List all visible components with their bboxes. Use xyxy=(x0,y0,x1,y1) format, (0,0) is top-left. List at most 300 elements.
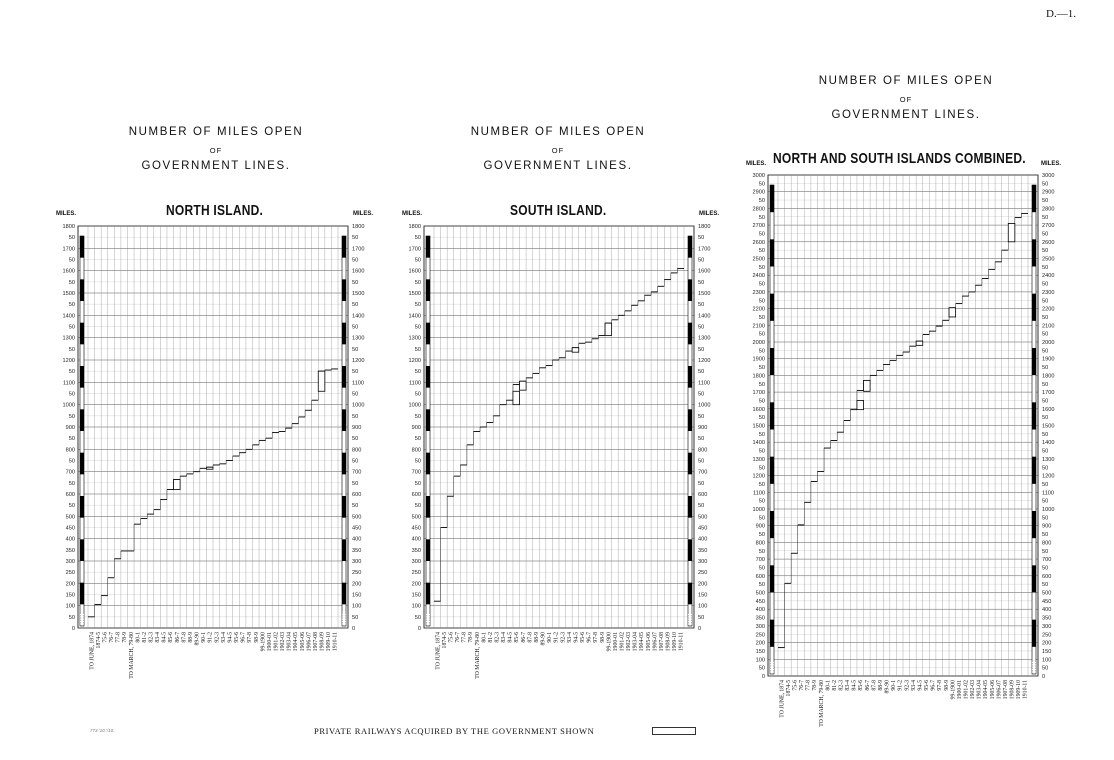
x-tick-label: 98-9 xyxy=(253,632,260,643)
x-tick-label: 97-8 xyxy=(937,680,944,691)
y-tick-label-left: 50 xyxy=(758,448,765,455)
y-tick-label-right: 800 xyxy=(352,447,362,454)
acquired-box xyxy=(857,400,864,409)
y-tick-label-left: 150 xyxy=(755,648,765,655)
scale-block xyxy=(426,496,430,518)
y-tick-label-left: 50 xyxy=(758,665,765,672)
scale-block xyxy=(426,366,430,388)
y-tick-label-left: 50 xyxy=(68,235,75,242)
printer-note: 773.'10.’/10. xyxy=(90,728,115,733)
y-tick-label-right: 50 xyxy=(1042,582,1049,589)
y-tick-label-left: 50 xyxy=(68,257,75,264)
y-tick-label-left: 1500 xyxy=(408,291,421,297)
acquired-box xyxy=(520,381,527,390)
x-tick-label: 1906-07 xyxy=(996,680,1003,700)
y-tick-label-right: 1400 xyxy=(352,313,365,320)
scale-block xyxy=(1032,348,1036,375)
y-tick-label-left: 50 xyxy=(758,548,765,555)
y-tick-label-right: 50 xyxy=(698,302,705,309)
y-tick-label-right: 2400 xyxy=(1042,273,1055,280)
y-tick-label-left: 50 xyxy=(758,565,765,572)
y-tick-label-left: 50 xyxy=(758,532,765,539)
x-tick-label: 77-8 xyxy=(805,680,812,691)
y-tick-label-right: 450 xyxy=(698,525,708,532)
y-tick-label-right: 50 xyxy=(1042,214,1049,221)
x-tick-label: 1904-05 xyxy=(639,632,646,652)
y-tick-label-left: 200 xyxy=(755,640,765,647)
x-tick-label: 1907-08 xyxy=(1002,679,1009,700)
y-tick-label-left: 50 xyxy=(758,331,765,338)
x-tick-label: 1907-08 xyxy=(312,632,319,652)
x-tick-label: 98-9 xyxy=(943,680,950,691)
x-tick-label: 75-6 xyxy=(102,632,109,643)
y-tick-label-right: 50 xyxy=(1042,281,1049,288)
x-tick-label: 1900-01 xyxy=(956,680,963,700)
scale-block xyxy=(688,366,692,388)
y-tick-label-left: 500 xyxy=(65,514,75,521)
y-tick-label-right: 50 xyxy=(1042,448,1049,455)
y-tick-label-right: 700 xyxy=(1042,557,1052,564)
y-tick-label-right: 50 xyxy=(698,480,705,487)
scale-block xyxy=(342,453,346,475)
x-tick-label: 99-1900 xyxy=(950,680,957,700)
x-tick-label: 1901-02 xyxy=(273,632,280,652)
y-tick-label-right: 800 xyxy=(1042,540,1052,547)
y-tick-label-right: 250 xyxy=(1042,632,1052,639)
y-tick-label-right: 1600 xyxy=(1042,406,1055,413)
x-tick-label: 75-6 xyxy=(448,632,455,643)
y-tick-label-left: 350 xyxy=(411,547,421,554)
y-tick-label-right: 600 xyxy=(1042,573,1052,580)
y-tick-label-right: 900 xyxy=(352,425,362,431)
y-tick-label-right: 200 xyxy=(1042,640,1052,647)
y-tick-label-right: 500 xyxy=(1042,590,1052,597)
y-tick-label-left: 50 xyxy=(68,480,75,487)
y-tick-label-left: 50 xyxy=(414,614,421,621)
scale-block xyxy=(426,453,430,475)
y-tick-label-right: 250 xyxy=(698,570,708,577)
y-tick-label-right: 50 xyxy=(1042,532,1049,539)
x-tick-label: 86-7 xyxy=(520,632,527,643)
x-tick-label: 81-2 xyxy=(141,632,148,643)
y-tick-label-right: 500 xyxy=(698,514,708,521)
y-tick-label-right: 150 xyxy=(1042,648,1052,655)
y-tick-label-right: 50 xyxy=(698,391,705,398)
y-tick-label-right: 50 xyxy=(1042,498,1049,505)
scale-block xyxy=(426,539,430,561)
y-tick-label-right: 50 xyxy=(352,480,359,487)
y-tick-label-left: 100 xyxy=(755,657,765,664)
y-tick-label-right: 2800 xyxy=(1042,206,1055,213)
y-tick-label-right: 50 xyxy=(352,346,359,353)
x-tick-label: 85-6 xyxy=(858,680,865,691)
scale-block xyxy=(342,323,346,345)
y-tick-label-right: 50 xyxy=(1042,198,1049,205)
x-tick-label: TO JUNE, 1874 xyxy=(779,680,786,718)
y-tick-label-left: 2100 xyxy=(752,323,765,330)
y-tick-label-right: 50 xyxy=(698,413,705,420)
y-tick-label-right: 50 xyxy=(1042,415,1049,422)
y-tick-label-right: 400 xyxy=(698,536,708,543)
scale-block xyxy=(770,511,774,538)
y-tick-label-left: 1300 xyxy=(408,335,421,342)
x-tick-label: 88-9 xyxy=(187,632,194,643)
x-tick-label: 1903-04 xyxy=(632,632,639,652)
y-tick-label-left: 450 xyxy=(755,598,765,605)
y-tick-label-left: 50 xyxy=(414,503,421,510)
y-tick-label-left: 150 xyxy=(65,592,75,599)
x-tick-label: 92-3 xyxy=(560,632,567,643)
y-tick-label-right: 50 xyxy=(352,458,359,465)
y-tick-label-right: 50 xyxy=(698,346,705,353)
scale-block xyxy=(342,366,346,388)
y-tick-label-left: 150 xyxy=(411,592,421,599)
scale-block xyxy=(80,453,84,475)
y-tick-label-left: 400 xyxy=(65,536,75,543)
y-tick-label-right: 900 xyxy=(1042,523,1052,530)
y-tick-label-left: 300 xyxy=(411,559,421,565)
y-tick-label-right: 50 xyxy=(1042,365,1049,372)
y-tick-label-left: 50 xyxy=(68,279,75,286)
y-tick-label-left: 1300 xyxy=(752,456,765,463)
x-tick-label: 1908-09 xyxy=(1009,680,1016,700)
scale-block xyxy=(426,323,430,345)
y-tick-label-left: 1300 xyxy=(62,335,75,342)
y-tick-label-left: 800 xyxy=(411,447,421,454)
y-tick-label-right: 50 xyxy=(352,614,359,621)
y-tick-label-left: 600 xyxy=(411,492,421,498)
y-tick-label-left: 400 xyxy=(411,536,421,543)
y-tick-label-right: 600 xyxy=(352,492,362,498)
y-tick-label-left: 50 xyxy=(68,413,75,420)
y-tick-label-left: 1800 xyxy=(752,373,765,380)
y-tick-label-left: 1400 xyxy=(62,313,75,320)
x-tick-label: 89-90 xyxy=(884,680,891,694)
x-tick-label: 82-3 xyxy=(494,632,501,643)
y-tick-label-left: 50 xyxy=(68,436,75,443)
y-tick-label-right: 1300 xyxy=(698,335,711,342)
y-tick-label-left: 50 xyxy=(758,415,765,422)
y-tick-label-right: 50 xyxy=(1042,548,1049,555)
caption-line2: OF xyxy=(209,145,223,155)
y-tick-label-left: 1200 xyxy=(62,358,75,364)
y-tick-label-right: 1200 xyxy=(1042,473,1055,480)
y-tick-label-left: 50 xyxy=(68,614,75,621)
y-tick-label-right: 50 xyxy=(352,324,359,331)
y-tick-label-left: 50 xyxy=(68,458,75,465)
x-tick-label: 91-2 xyxy=(897,680,904,691)
y-tick-label-left: 400 xyxy=(755,607,765,614)
x-tick-label: 92-3 xyxy=(214,632,221,643)
y-tick-label-left: 500 xyxy=(755,590,765,597)
y-tick-label-left: 350 xyxy=(755,615,765,622)
x-tick-label: 1901-02 xyxy=(963,680,970,700)
y-tick-label-right: 2500 xyxy=(1042,256,1055,263)
y-tick-label-left: 1200 xyxy=(408,358,421,364)
y-tick-label-left: 50 xyxy=(758,281,765,288)
y-tick-label-left: 50 xyxy=(758,431,765,438)
y-tick-label-right: 50 xyxy=(352,279,359,286)
scale-block xyxy=(688,409,692,431)
y-tick-label-right: 500 xyxy=(352,514,362,521)
y-tick-label-right: 50 xyxy=(698,235,705,242)
scale-block xyxy=(770,239,774,266)
y-tick-label-left: 2500 xyxy=(752,256,765,263)
acquired-box xyxy=(174,479,181,489)
scale-block xyxy=(770,565,774,592)
y-tick-label-right: 50 xyxy=(698,458,705,465)
y-tick-label-left: 100 xyxy=(411,603,421,610)
y-tick-label-left: 50 xyxy=(758,264,765,271)
y-tick-label-right: 50 xyxy=(1042,264,1049,271)
y-tick-label-right: 50 xyxy=(698,436,705,443)
y-tick-label-left: 50 xyxy=(414,302,421,309)
y-tick-label-right: 1700 xyxy=(698,246,711,253)
miles-label-combined-left: MILES. xyxy=(746,161,767,167)
x-tick-label: 92-3 xyxy=(904,680,911,691)
y-tick-label-right: 1700 xyxy=(352,246,365,253)
y-tick-label-right: 1500 xyxy=(1042,423,1055,430)
caption-line2: OF xyxy=(551,145,565,155)
y-tick-label-left: 300 xyxy=(755,623,765,630)
y-tick-label-left: 250 xyxy=(65,570,75,577)
x-tick-label: TO MARCH, 79-80 xyxy=(128,632,135,679)
y-tick-label-left: 50 xyxy=(758,348,765,355)
x-tick-label: 95-6 xyxy=(234,632,241,643)
y-tick-label-left: 50 xyxy=(414,279,421,286)
y-tick-label-left: 50 xyxy=(414,257,421,264)
scale-block xyxy=(1032,457,1036,484)
y-tick-label-right: 50 xyxy=(698,369,705,376)
y-tick-label-left: 1100 xyxy=(62,380,75,387)
scale-block xyxy=(770,348,774,375)
y-tick-label-left: 50 xyxy=(758,314,765,321)
scale-block xyxy=(1032,402,1036,429)
scale-block xyxy=(1032,239,1036,266)
y-tick-label-right: 50 xyxy=(1042,665,1049,672)
y-tick-label-left: 1600 xyxy=(62,268,75,275)
y-tick-label-left: 50 xyxy=(414,369,421,376)
y-tick-label-left: 1500 xyxy=(62,291,75,297)
y-tick-label-left: 200 xyxy=(411,581,421,588)
y-tick-label-right: 50 xyxy=(1042,348,1049,355)
y-tick-label-right: 50 xyxy=(1042,465,1049,472)
y-tick-label-right: 0 xyxy=(352,626,356,632)
y-tick-label-right: 1400 xyxy=(698,313,711,320)
y-tick-label-right: 2600 xyxy=(1042,239,1055,246)
miles-label-north-left: MILES. xyxy=(56,211,77,217)
y-tick-label-right: 250 xyxy=(352,570,362,577)
x-tick-label: 99-1900 xyxy=(606,632,613,652)
y-tick-label-left: 1800 xyxy=(408,224,421,230)
y-tick-label-right: 200 xyxy=(352,581,362,588)
acquired-box xyxy=(1008,223,1015,241)
y-tick-label-right: 350 xyxy=(698,547,708,554)
x-tick-label: 1906-07 xyxy=(306,632,313,652)
x-tick-label: 76-7 xyxy=(455,632,462,643)
y-tick-label-left: 50 xyxy=(414,391,421,398)
x-tick-label: 1906-07 xyxy=(652,632,659,652)
x-tick-label: 90-1 xyxy=(547,632,554,643)
x-tick-label: 97-8 xyxy=(247,632,254,643)
chart-title-south: SOUTH ISLAND. xyxy=(510,202,607,219)
scale-block xyxy=(342,496,346,518)
y-tick-label-right: 50 xyxy=(352,235,359,242)
scale-block xyxy=(770,185,774,212)
y-tick-label-right: 2200 xyxy=(1042,306,1055,313)
scale-block xyxy=(1032,620,1036,647)
x-tick-label: 76-7 xyxy=(109,632,116,643)
y-tick-label-left: 50 xyxy=(414,235,421,242)
x-tick-label: 94-5 xyxy=(227,632,234,643)
x-tick-label: TO MARCH, 79-80 xyxy=(474,632,481,679)
y-tick-label-left: 900 xyxy=(411,425,421,431)
y-tick-label-left: 700 xyxy=(411,469,421,476)
legend-swatch xyxy=(652,727,696,735)
scale-block xyxy=(342,539,346,561)
x-tick-label: 1900-01 xyxy=(266,632,273,652)
x-tick-label: 89-90 xyxy=(194,632,201,646)
x-tick-label: 96-7 xyxy=(240,632,247,643)
x-tick-label: 90-1 xyxy=(891,680,898,691)
x-tick-label: 87-8 xyxy=(527,632,534,643)
miles-label-combined-right: MILES. xyxy=(1041,161,1062,167)
y-tick-label-left: 250 xyxy=(411,570,421,577)
caption-line2: OF xyxy=(899,94,913,104)
y-tick-label-right: 50 xyxy=(352,436,359,443)
x-tick-label: 83-4 xyxy=(155,632,162,643)
x-tick-label: 80-1 xyxy=(135,632,142,643)
y-tick-label-left: 50 xyxy=(758,582,765,589)
y-tick-label-left: 800 xyxy=(755,540,765,547)
x-tick-label: 1908-09 xyxy=(319,632,326,652)
y-tick-label-right: 1000 xyxy=(698,402,711,409)
x-tick-label: 75-6 xyxy=(792,680,799,691)
y-tick-label-left: 1000 xyxy=(408,402,421,409)
y-tick-label-left: 50 xyxy=(414,480,421,487)
y-tick-label-right: 700 xyxy=(698,469,708,476)
y-tick-label-left: 1700 xyxy=(408,246,421,253)
y-tick-label-right: 50 xyxy=(1042,181,1049,188)
y-tick-label-right: 50 xyxy=(352,302,359,309)
x-tick-label: 1907-08 xyxy=(658,632,665,652)
acquired-box xyxy=(206,467,213,469)
x-tick-label: 1910-11 xyxy=(1022,680,1029,700)
x-tick-label: 96-7 xyxy=(930,680,937,691)
x-tick-label: 78-9 xyxy=(468,632,475,643)
y-tick-label-left: 2000 xyxy=(752,340,765,346)
y-tick-label-left: 1000 xyxy=(752,507,765,513)
y-tick-label-right: 600 xyxy=(698,492,708,498)
x-tick-label: 85-6 xyxy=(514,632,521,643)
y-tick-label-left: 2200 xyxy=(752,306,765,313)
y-tick-label-right: 0 xyxy=(1042,674,1046,680)
x-tick-label: 1909-10 xyxy=(1016,680,1023,700)
x-tick-label: 85-6 xyxy=(168,632,175,643)
x-tick-label: 87-8 xyxy=(181,632,188,643)
scale-block xyxy=(688,583,692,605)
y-tick-label-left: 1900 xyxy=(752,356,765,363)
y-tick-label-right: 50 xyxy=(1042,231,1049,238)
y-tick-label-left: 50 xyxy=(68,324,75,331)
y-tick-label-left: 600 xyxy=(755,573,765,580)
scale-block xyxy=(688,496,692,518)
scale-block xyxy=(80,409,84,431)
y-tick-label-left: 50 xyxy=(414,346,421,353)
x-tick-label: 94-5 xyxy=(917,680,924,691)
y-tick-label-left: 0 xyxy=(71,626,75,632)
x-tick-label: 95-6 xyxy=(580,632,587,643)
y-tick-label-left: 50 xyxy=(758,298,765,305)
y-tick-label-right: 350 xyxy=(1042,615,1052,622)
x-tick-label: 83-4 xyxy=(845,680,852,691)
scale-block xyxy=(1032,511,1036,538)
y-tick-label-left: 0 xyxy=(417,626,421,632)
y-tick-label-right: 50 xyxy=(1042,398,1049,405)
x-tick-label: 78-9 xyxy=(812,680,819,691)
x-tick-label: 84-5 xyxy=(851,680,858,691)
y-tick-label-left: 1200 xyxy=(752,473,765,480)
y-tick-label-right: 1400 xyxy=(1042,440,1055,447)
x-tick-label: 1903-04 xyxy=(286,632,293,652)
miles-label-north-right: MILES. xyxy=(353,211,374,217)
miles-label-south-left: MILES. xyxy=(402,211,423,217)
x-tick-label: 1874-5 xyxy=(441,632,448,649)
y-tick-label-left: 900 xyxy=(65,425,75,431)
y-tick-label-left: 50 xyxy=(758,498,765,505)
y-tick-label-right: 50 xyxy=(698,503,705,510)
y-tick-label-right: 1700 xyxy=(1042,390,1055,397)
scale-block xyxy=(770,294,774,321)
y-tick-label-left: 50 xyxy=(758,365,765,372)
y-tick-label-left: 50 xyxy=(414,324,421,331)
y-tick-label-right: 50 xyxy=(1042,515,1049,522)
scale-block xyxy=(426,236,430,258)
y-tick-label-left: 600 xyxy=(65,492,75,498)
scale-block xyxy=(426,583,430,605)
x-tick-label: 84-5 xyxy=(507,632,514,643)
y-tick-label-right: 1600 xyxy=(698,268,711,275)
x-tick-label: 89-90 xyxy=(540,632,547,646)
acquired-box xyxy=(864,380,871,391)
y-tick-label-left: 50 xyxy=(414,458,421,465)
y-tick-label-right: 2900 xyxy=(1042,189,1055,196)
x-tick-label: 82-3 xyxy=(838,680,845,691)
x-tick-label: 1908-09 xyxy=(665,632,672,652)
acquired-box xyxy=(605,323,612,335)
y-tick-label-left: 500 xyxy=(411,514,421,521)
x-tick-label: 83-4 xyxy=(501,632,508,643)
y-tick-label-left: 1600 xyxy=(752,406,765,413)
x-tick-label: 81-2 xyxy=(831,680,838,691)
y-tick-label-right: 1000 xyxy=(1042,507,1055,513)
x-tick-label: 1905-06 xyxy=(989,680,996,700)
caption-line1: NUMBER OF MILES OPEN xyxy=(128,126,304,138)
x-tick-label: 1900-01 xyxy=(612,632,619,652)
y-tick-label-left: 100 xyxy=(65,603,75,610)
y-tick-label-left: 2600 xyxy=(752,239,765,246)
scale-block xyxy=(80,236,84,258)
x-tick-label: TO MARCH, 79-80 xyxy=(818,680,825,727)
y-tick-label-left: 1500 xyxy=(752,423,765,430)
y-tick-label-left: 50 xyxy=(758,381,765,388)
x-tick-label: 1902-03 xyxy=(970,680,977,700)
y-tick-label-left: 1000 xyxy=(62,402,75,409)
scale-block xyxy=(1032,294,1036,321)
y-tick-label-right: 1100 xyxy=(698,380,711,387)
x-tick-label: 1909-10 xyxy=(672,632,679,652)
x-tick-label: 78-9 xyxy=(122,632,129,643)
